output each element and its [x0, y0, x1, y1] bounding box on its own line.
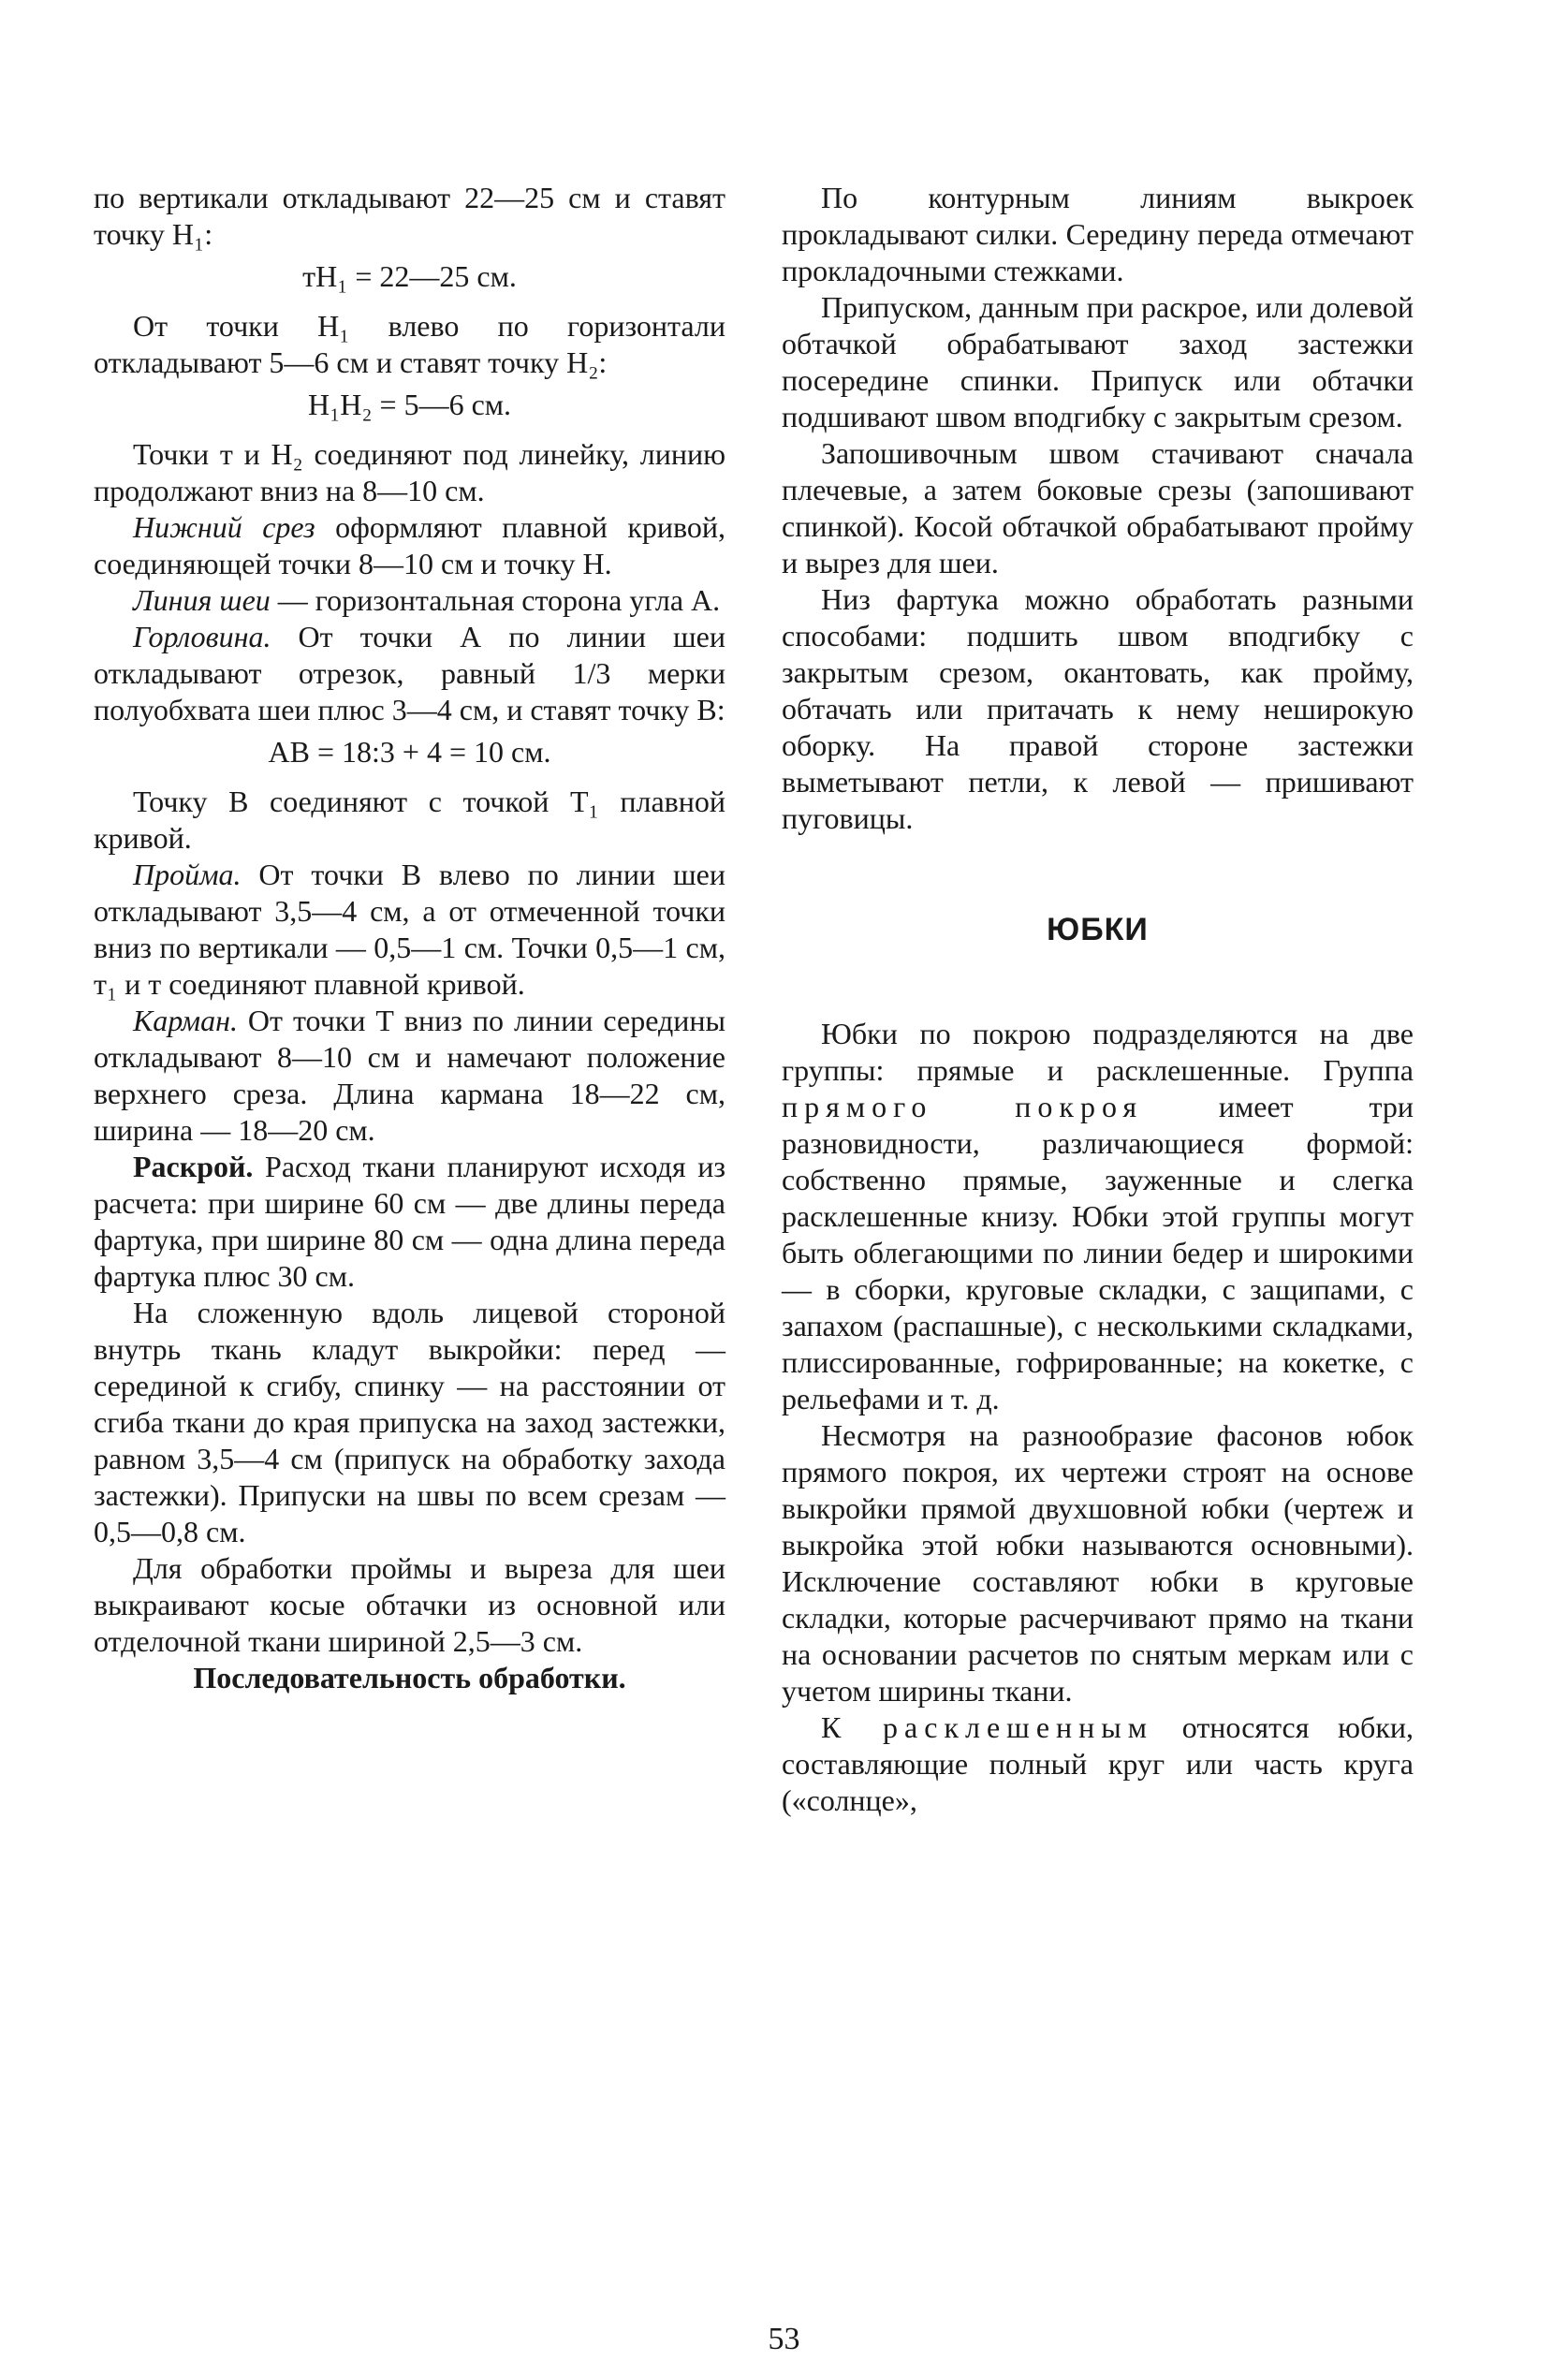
- paragraph: [94, 619, 725, 728]
- paragraph-text: оформляют плавной кривой, соединяющей точки 8—10 см и точку Н.: [94, 510, 726, 580]
- paragraph-text: От точки В влево по линии шеи откладывают 3,5—4 см, а от отмеченной точки вниз по вертикали — 0,5—1 см. Точки 0,5—1 см, т₁ и т соединяют плавной кривой.: [94, 858, 725, 1001]
- section-heading: ЮБКИ: [1047, 912, 1149, 947]
- paragraph: [782, 1709, 1414, 1819]
- paragraph: Несмотря на разнообразие фасонов юбок прямого покроя, их чертежи строят на основе выкройки прямой двухшовной юбки (чертеж и выкройка этой юбки называются основными). Исключение составляют юбки в круговые складки, которые расчерчивают прямо на ткани на основании расчетов по снятым меркам или с учетом ширины ткани.: [782, 1418, 1414, 1708]
- paragraph-text: имеет три разновидности, различающиеся формой: собственно прямые, зауженные и слегка расклешенные книзу. Юбки этой группы могут быть облегающими по линии бедер и широкими — в сборки, круговые складки, с защипами, с запахом (распашные), с несколькими складками, плиссированные, гофрированные; на кокетке, с рельефами и т. д.: [782, 1090, 1414, 1415]
- paragraph: Низ фартука можно обработать разными способами: подшить швом вподгибку с закрытым срезом, окантовать, как пройму, обтачать или притачать к нему неширокую оборку. На правой стороне застежки выметывают петли, к левой — пришивают пуговицы.: [782, 582, 1414, 835]
- paragraph: Точку В соединяют с точкой Т₁ плавной кривой.: [94, 785, 725, 855]
- paragraph-text: От точки А по линии шеи откладывают отрезок, равный 1/3 мерки полуобхвата шеи плюс 3—4 см, и ставят точку В:: [94, 620, 725, 726]
- paragraph-text: — горизонтальная сторона угла А.: [270, 583, 721, 617]
- paragraph-text: От точки Т вниз по линии середины откладывают 8—10 см и намечают положение верхнего среза. Длина кармана 18—22 см, ширина — 18—20 см.: [94, 1004, 725, 1147]
- term: Карман.: [133, 1004, 238, 1037]
- paragraph: От точки Н₁ влево по горизонтали откладывают 5—6 см и ставят точку Н₂:: [94, 309, 725, 379]
- spaced-term: К расклешенным: [821, 1710, 1154, 1744]
- section-subtitle: Последовательность обработки.: [193, 1661, 626, 1694]
- term: Нижний срез: [133, 510, 315, 544]
- paragraph-text: Расход ткани планируют исходя из расчета: при ширине 60 см — две длины переда фартука, при ширине 80 см — одна длина переда фартука плюс 30 см.: [94, 1150, 725, 1293]
- paragraph: По контурным линиям выкроек прокладывают силки. Середину переда отмечают прокладочными стежками.: [782, 181, 1414, 287]
- paragraph: На сложенную вдоль лицевой стороной внутрь ткань кладут выкройки: перед — серединой к сгибу, спинку — на расстоянии от сгиба ткани до края припуска на заход застежки, равном 3,5—4 см (припуск на обработку захода застежки). Припуски на швы по всем срезам — 0,5—0,8 см.: [94, 1296, 725, 1548]
- paragraph: [782, 1016, 1414, 1417]
- right-column: [782, 180, 1414, 1819]
- paragraph-text: относятся юбки, составляющие полный круг или часть круга («солнце»,: [782, 1710, 1414, 1817]
- page-number: 53: [768, 2322, 800, 2356]
- term: Линия шеи: [133, 583, 271, 617]
- left-column: [94, 180, 725, 1696]
- paragraph: [94, 857, 725, 1003]
- formula: Н₁Н₂ = 5—6 см.: [307, 388, 512, 421]
- paragraph: [94, 1003, 725, 1149]
- paragraph: по вертикали откладывают 22—25 см и ставят точку Н₁:: [94, 181, 725, 251]
- paragraph-text: Юбки по покрою подразделяются на две группы: прямые и расклешенные. Группа: [782, 1017, 1414, 1087]
- term: Пройма.: [133, 858, 242, 891]
- paragraph: Точки т и Н₂ соединяют под линейку, линию продолжают вниз на 8—10 см.: [94, 437, 725, 507]
- spaced-term: прямого покроя: [782, 1090, 1144, 1123]
- paragraph: Припуском, данным при раскрое, или долевой обтачкой обрабатывают заход застежки посередине спинки. Припуск или обтачки подшивают швом вподгибку с закрытым срезом.: [782, 290, 1414, 433]
- paragraph: [94, 509, 725, 582]
- paragraph: Запошивочным швом стачивают сначала плечевые, а затем боковые срезы (запошивают спинкой). Косой обтачкой обрабатывают пройму и вырез для шеи.: [782, 436, 1414, 579]
- paragraph: [94, 1149, 725, 1295]
- paragraph: [94, 582, 725, 619]
- paragraph: Для обработки проймы и выреза для шеи выкраивают косые обтачки из основной или отделочной ткани шириной 2,5—3 см.: [94, 1551, 725, 1658]
- formula: тН₁ = 22—25 см.: [302, 259, 517, 293]
- term: Раскрой.: [133, 1150, 254, 1183]
- term: Горловина.: [133, 620, 271, 653]
- formula: АВ = 18:3 + 4 = 10 см.: [268, 735, 551, 769]
